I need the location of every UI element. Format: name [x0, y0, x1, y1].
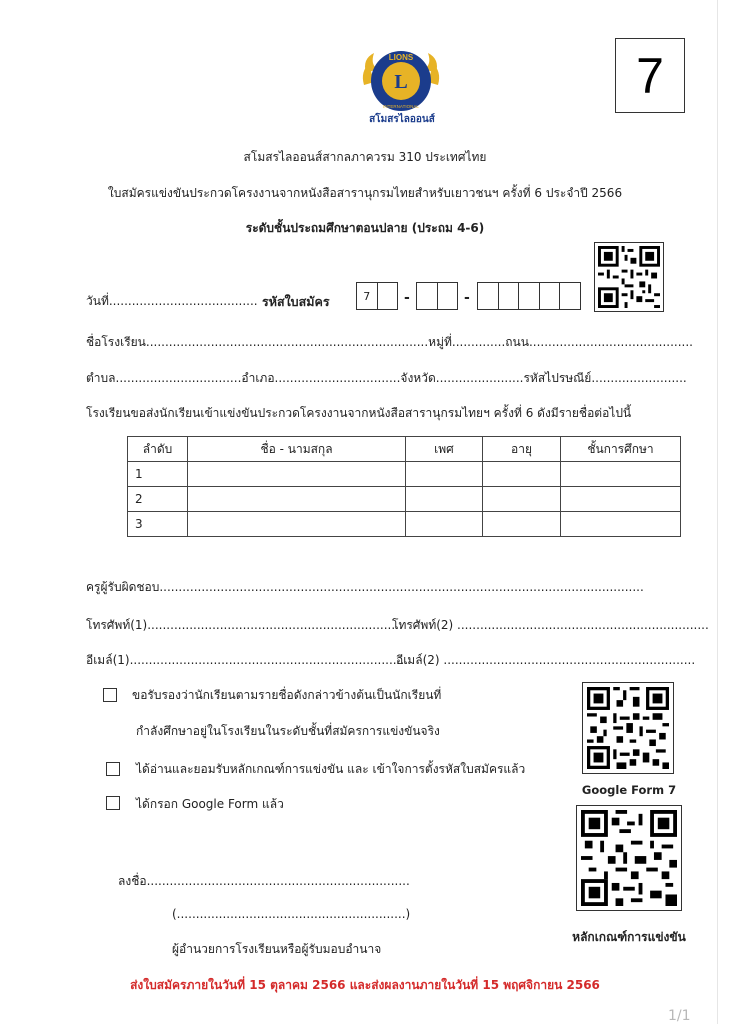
certify-checkbox[interactable] [103, 688, 117, 702]
application-code-label: รหัสใบสมัคร [262, 294, 330, 309]
qr-caption-rules: หลักเกณฑ์การแข่งขัน [572, 930, 686, 944]
table-row [128, 462, 681, 487]
date-field[interactable]: วันที่....................................... [86, 294, 258, 308]
certify-text-1: ขอรับรองว่านักเรียนตามรายชื่อดังกล่าวข้างต้นเป็นนักเรียนที่ [132, 688, 442, 702]
form-subtitle: ใบสมัครแข่งขันประกวดโครงงานจากหนังสือสารานุกรมไทยสำหรับเยาวชนฯ ครั้งที่ 6 ประจำปี 2566 [107, 186, 623, 200]
table-header: เพศ [406, 437, 483, 462]
code-cell[interactable] [560, 283, 580, 309]
deadline-notice: ส่งใบสมัครภายในวันที่ 15 ตุลาคม 2566 และส่งผลงานภายในวันที่ 15 พฤศจิกายน 2566 [130, 978, 600, 992]
qr-code-google-form[interactable] [582, 682, 674, 774]
school-address-line[interactable]: ตำบล.................................อำเภอ.................................จังหวัด.......................รหัสไปรษณีย์......................... [86, 371, 687, 385]
code-cell[interactable] [417, 283, 438, 309]
logo-caption: สโมสรไลออนส์ [369, 114, 435, 125]
grade-cell[interactable] [561, 487, 681, 512]
school-intro: โรงเรียนขอส่งนักเรียนเข้าแข่งขันประกวดโครงงานจากหนังสือสารานุกรมไทยฯ ครั้งที่ 6 ดังมีรายชื่อต่อไปนี้ [86, 406, 632, 420]
google-form-checkbox[interactable] [106, 796, 120, 810]
code-cell[interactable] [438, 283, 458, 309]
row-number: 3 [128, 512, 188, 537]
table-header: ชั้นการศึกษา [561, 437, 681, 462]
signature-name-line[interactable]: (............................................................) [172, 907, 411, 921]
signature-line[interactable]: ลงชื่อ..................................................................... [118, 874, 410, 888]
svg-text:LIONS: LIONS [388, 53, 414, 62]
table-header: ชื่อ - นามสกุล [188, 437, 406, 462]
qr-code-icon [587, 687, 669, 769]
code-cell[interactable] [499, 283, 520, 309]
gender-cell[interactable] [406, 462, 483, 487]
svg-text:INTERNATIONAL: INTERNATIONAL [383, 104, 419, 109]
gender-cell[interactable] [406, 487, 483, 512]
qr-caption-google-form: Google Form 7 [581, 783, 677, 797]
code-cell[interactable] [540, 283, 561, 309]
table-row [128, 487, 681, 512]
rules-accept-checkbox[interactable] [106, 762, 120, 776]
page-indicator: 1/1 [668, 1008, 691, 1024]
name-cell[interactable] [188, 487, 406, 512]
certify-text-2: กำลังศึกษาอยู่ในโรงเรียนในระดับชั้นที่สมัครการแข่งขันจริง [136, 724, 440, 738]
code-dash: - [404, 290, 410, 306]
table-header: ลำดับ [128, 437, 188, 462]
code-cell[interactable] [519, 283, 540, 309]
row-number: 1 [128, 462, 188, 487]
age-cell[interactable] [483, 512, 561, 537]
organization-title: สโมสรไลออนส์สากลภาควรม 310 ประเทศไทย [243, 150, 487, 164]
qr-code-icon [598, 246, 660, 308]
signature-role: ผู้อำนวยการโรงเรียนหรือผู้รับมอบอำนาจ [172, 942, 382, 956]
grade-cell[interactable] [561, 462, 681, 487]
code-segment-3[interactable] [477, 282, 581, 310]
code-dash: - [464, 290, 470, 306]
phone1-line[interactable]: โทรศัพท์(1)................................................................... [86, 618, 403, 632]
gender-cell[interactable] [406, 512, 483, 537]
student-table [127, 436, 681, 537]
table-header: อายุ [483, 437, 561, 462]
code-segment-1[interactable] [356, 282, 398, 310]
qr-code-rules[interactable] [576, 805, 682, 911]
form-number-box: 7 [615, 38, 685, 113]
email2-line[interactable]: อีเมล์(2) .................................................................. [396, 653, 696, 667]
qr-code-icon [581, 810, 677, 906]
code-cell[interactable] [378, 283, 398, 309]
row-number: 2 [128, 487, 188, 512]
code-cell[interactable]: 7 [357, 283, 378, 309]
name-cell[interactable] [188, 512, 406, 537]
qr-code-application[interactable] [594, 242, 664, 312]
phone2-line[interactable]: โทรศัพท์(2) .................................................................. [392, 618, 709, 632]
table-row [128, 512, 681, 537]
level-title: ระดับชั้นประถมศึกษาตอนปลาย (ประถม 4-6) [245, 221, 485, 235]
google-form-text: ได้กรอก Google Form แล้ว [136, 797, 284, 811]
grade-cell[interactable] [561, 512, 681, 537]
name-cell[interactable] [188, 462, 406, 487]
svg-text:L: L [394, 71, 408, 93]
code-segment-2[interactable] [416, 282, 458, 310]
code-cell[interactable] [478, 283, 499, 309]
age-cell[interactable] [483, 462, 561, 487]
responsible-teacher-line[interactable]: ครูผู้รับผิดชอบ............................................................................................................................... [86, 580, 644, 594]
rules-accept-text: ได้อ่านและยอมรับหลักเกณฑ์การแข่งขัน และ เข้าใจการตั้งรหัสใบสมัครแล้ว [136, 762, 526, 776]
email1-line[interactable]: อีเมล์(1)......................................................................... [86, 653, 409, 667]
school-name-line[interactable]: ชื่อโรงเรียน..........................................................................หมู่ที่..............ถนน........................................... [86, 335, 693, 349]
age-cell[interactable] [483, 487, 561, 512]
